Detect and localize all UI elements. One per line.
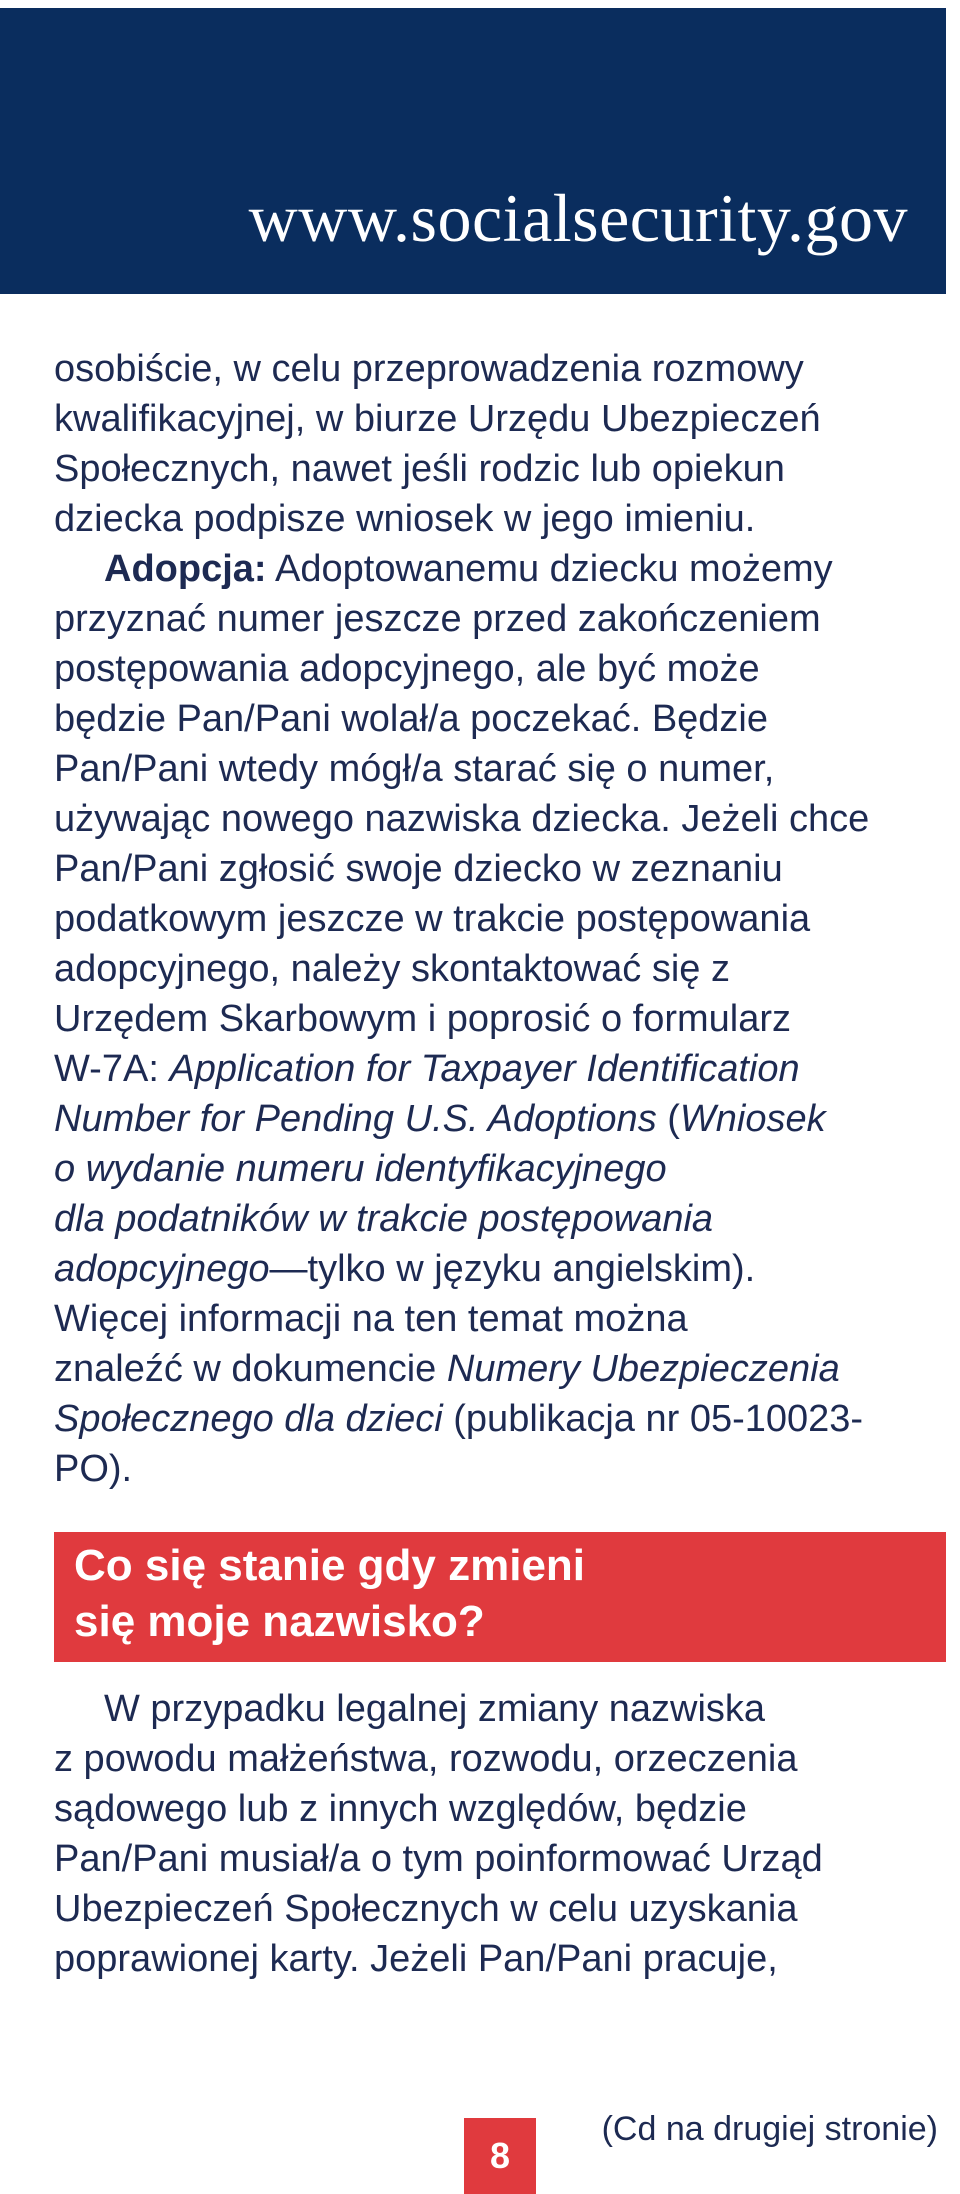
text-line: sądowego lub z innych względów, będzie [54,1788,747,1830]
site-url: www.socialsecurity.gov [248,180,908,256]
text-line: używając nowego nazwiska dziecka. Jeżeli chce [54,798,870,840]
adoption-heading: Adopcja: [104,548,267,590]
publication-title: Numery Ubezpieczenia [446,1348,840,1390]
publication-title: Społecznego dla dzieci [54,1398,443,1440]
form-title-translation: adopcyjnego [54,1248,270,1290]
form-title-translation: Wniosek [679,1098,826,1140]
text-line: Społecznych, nawet jeśli rodzic lub opiekun [54,448,785,490]
text-fragment: znaleźć w dokumencie [54,1348,437,1390]
text-line: W-7A: [54,1048,159,1090]
text-line: osobiście, w celu przeprowadzenia rozmowy [54,348,804,390]
body-text-block [54,344,954,1494]
text-line: dziecka podpisze wniosek w jego imieniu. [54,498,756,540]
text-line: Więcej informacji na ten temat można [54,1298,688,1340]
section-heading-band [54,1532,946,1662]
section-heading [74,1538,585,1650]
text-line: poprawionej karty. Jeżeli Pan/Pani pracuje, [54,1938,778,1980]
page-number-badge [464,2118,536,2194]
page-number: 8 [489,2135,511,2176]
text-line: Urzędem Skarbowym i poprosić o formularz [54,998,792,1040]
text-fragment: —tylko w języku angielskim). [269,1248,756,1290]
text-line: przyznać numer jeszcze przed zakończeniem [54,598,821,640]
text-fragment: ( [667,1098,680,1140]
text-line: Adoptowanemu dziecku możemy [275,548,833,590]
text-line: PO). [54,1448,133,1490]
text-line: podatkowym jeszcze w trakcie postępowania [54,898,811,940]
text-line: kwalifikacyjnej, w biurze Urzędu Ubezpieczeń [54,398,821,440]
form-title: Number for Pending U.S. Adoptions [54,1098,657,1140]
section-heading-line: Co się stanie gdy zmieni [74,1541,586,1590]
text-line: W przypadku legalnej zmiany nazwiska [104,1688,766,1730]
text-line: postępowania adopcyjnego, ale być może [54,648,760,690]
text-line: Pan/Pani zgłosić swoje dziecko w zeznaniu [54,848,783,890]
text-line: Pan/Pani wtedy mógł/a starać się o numer, [54,748,775,790]
text-line: będzie Pan/Pani wolał/a poczekać. Będzie [54,698,769,740]
form-title: Application for Taxpayer Identification [169,1048,800,1090]
form-title-translation: o wydanie numeru identyfikacyjnego [54,1148,667,1190]
text-line: Pan/Pani musiał/a o tym poinformować Urząd [54,1838,823,1880]
header-banner [0,8,946,294]
continued-note: (Cd na drugiej stronie) [601,2110,938,2148]
text-fragment: (publikacja nr 05-10023- [453,1398,864,1440]
text-line: z powodu małżeństwa, rozwodu, orzeczenia [54,1738,798,1780]
section-heading-line: się moje nazwisko? [74,1597,485,1646]
text-line: adopcyjnego, należy skontaktować się z [54,948,730,990]
form-title-translation: dla podatników w trakcie postępowania [54,1198,714,1240]
body-text-block [54,1684,954,1984]
text-line: Ubezpieczeń Społecznych w celu uzyskania [54,1888,798,1930]
